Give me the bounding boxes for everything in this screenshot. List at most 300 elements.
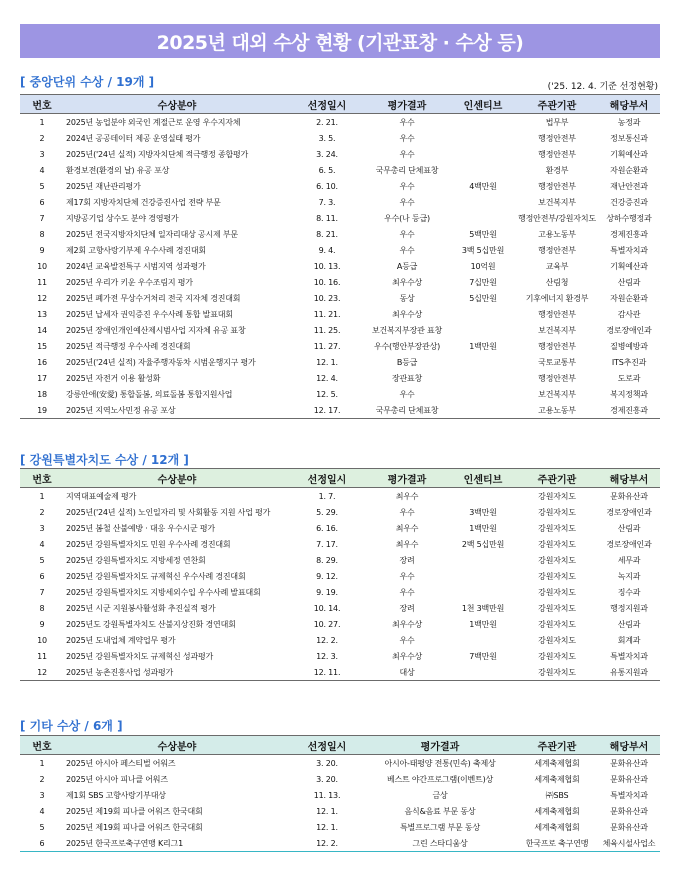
cell-date: 12. 1. xyxy=(316,357,338,367)
cell-no: 4 xyxy=(39,539,45,549)
cell-organizer: 행정안전부 xyxy=(538,181,576,191)
cell-no: 5 xyxy=(39,181,45,191)
table-row xyxy=(20,819,660,835)
table-row xyxy=(20,835,660,852)
table-row xyxy=(20,771,660,787)
cell-date: 6. 10. xyxy=(316,181,338,191)
table-row xyxy=(20,162,660,178)
cell-award-field: 2025년('24년 실적) 지방자치단체 적극행정 종합평가 xyxy=(66,149,249,159)
cell-department: 체육시설사업소 xyxy=(598,835,660,852)
cell-department: 세무과 xyxy=(617,555,641,565)
table-row xyxy=(20,178,660,194)
table-row xyxy=(20,648,660,664)
cell-date: 10. 14. xyxy=(313,603,341,613)
cell-incentive xyxy=(450,584,516,600)
cell-department: 행정지원과 xyxy=(610,603,648,613)
cell-date: 1. 7. xyxy=(318,491,336,501)
cell-organizer: 세계축제협회 xyxy=(534,806,580,816)
table-row xyxy=(20,194,660,210)
cell-no: 6 xyxy=(39,197,45,207)
cell-award-field: 2025년 강원특별자치도 규제혁신 우수사례 경진대회 xyxy=(66,571,246,581)
table-row xyxy=(20,632,660,648)
header-result: 평가결과 xyxy=(364,95,450,114)
cell-incentive: 1천 3백만원 xyxy=(461,603,505,613)
cell-no: 8 xyxy=(39,603,45,613)
cell-organizer: 강원자치도 xyxy=(538,539,576,549)
cell-organizer: 강원자치도 xyxy=(538,507,576,517)
central-awards-table xyxy=(20,94,660,419)
cell-incentive: 3백 5십만원 xyxy=(461,245,505,255)
cell-no: 9 xyxy=(39,245,45,255)
cell-department: 도로과 xyxy=(617,373,641,383)
cell-incentive: 7백만원 xyxy=(469,651,497,661)
section-title-central: [ 중앙단위 수상 / 19개 ] xyxy=(20,75,155,89)
cell-organizer: 보건복지부 xyxy=(538,325,576,335)
cell-organizer: 강원자치도 xyxy=(538,635,576,645)
cell-no: 3 xyxy=(39,149,45,159)
cell-incentive: 4백만원 xyxy=(469,181,497,191)
cell-date: 12. 1. xyxy=(316,822,338,832)
cell-organizer: 강원자치도 xyxy=(538,571,576,581)
cell-no: 2 xyxy=(39,774,45,784)
cell-result: 대상 xyxy=(364,664,450,681)
cell-no: 1 xyxy=(39,758,45,768)
cell-incentive xyxy=(450,386,516,402)
table-row xyxy=(20,290,660,306)
cell-result: 우수 xyxy=(399,635,415,645)
cell-result: 금상 xyxy=(432,790,448,800)
cell-department: 특별자치과 xyxy=(610,651,648,661)
table-row xyxy=(20,386,660,402)
header-date: 선정일시 xyxy=(290,469,364,488)
cell-date: 3. 24. xyxy=(316,149,338,159)
cell-incentive xyxy=(450,114,516,131)
cell-organizer: 세계축제협회 xyxy=(534,822,580,832)
cell-result: 최우수 xyxy=(395,523,419,533)
cell-result: 우수 xyxy=(399,245,415,255)
header-no: 번호 xyxy=(20,736,64,755)
header-date: 선정일시 xyxy=(290,736,364,755)
cell-department: 문화유산과 xyxy=(610,806,648,816)
cell-incentive xyxy=(450,370,516,386)
cell-no: 2 xyxy=(39,507,45,517)
table-header-row xyxy=(20,469,660,488)
cell-no: 5 xyxy=(39,822,45,832)
cell-award-field: 2025년 강원특별자치도 민원 우수사례 경진대회 xyxy=(66,539,231,549)
cell-award-field: 2025년('24년 실적) 노인일자리 및 사회활동 지원 사업 평가 xyxy=(66,507,271,517)
cell-no: 3 xyxy=(39,790,45,800)
cell-result: 우수 xyxy=(399,507,415,517)
cell-department: 경로장애인과 xyxy=(606,325,652,335)
cell-department: 질병예방과 xyxy=(610,341,648,351)
cell-department: 징수과 xyxy=(617,587,641,597)
cell-department: 유통지원과 xyxy=(598,664,660,681)
cell-no: 4 xyxy=(39,165,45,175)
cell-department: ITS추진과 xyxy=(611,357,647,367)
cell-result: 최우수상 xyxy=(391,309,423,319)
cell-date: 9. 12. xyxy=(316,571,338,581)
cell-date: 3. 20. xyxy=(316,774,338,784)
cell-department: 상하수행정과 xyxy=(606,213,652,223)
cell-organizer: 고용노동부 xyxy=(538,229,576,239)
cell-incentive: 7십만원 xyxy=(469,277,497,287)
cell-award-field: 제17회 지방자치단체 건강증진사업 전략 부문 xyxy=(66,197,221,207)
cell-organizer: 강원자치도 xyxy=(538,523,576,533)
header-department: 해당부서 xyxy=(598,469,660,488)
cell-no: 14 xyxy=(37,325,47,335)
cell-incentive xyxy=(450,402,516,419)
cell-no: 3 xyxy=(39,523,45,533)
cell-date: 2. 21. xyxy=(316,117,338,127)
cell-incentive: 10억원 xyxy=(470,261,496,271)
table-row xyxy=(20,568,660,584)
table-row xyxy=(20,258,660,274)
cell-award-field: 2025년 봄철 산불예방 · 대응 우수시군 평가 xyxy=(66,523,215,533)
cell-award-field: 2025년 지역노사민정 유공 포상 xyxy=(64,402,290,419)
gangwon-awards-table xyxy=(20,468,660,681)
table-row xyxy=(20,226,660,242)
cell-organizer: 행정안전부/강원자치도 xyxy=(518,213,596,223)
cell-date: 12. 2. xyxy=(316,635,338,645)
cell-department: 자원순환과 xyxy=(610,165,648,175)
cell-result: 우수 xyxy=(399,117,415,127)
cell-date: 11. 27. xyxy=(313,341,341,351)
cell-result: 보건복지부장관 표창 xyxy=(371,325,443,335)
header-department: 해당부서 xyxy=(598,736,660,755)
section-title-other: [ 기타 수상 / 6개 ] xyxy=(20,719,123,733)
cell-result: 국무총리 단체표창 xyxy=(375,165,439,175)
cell-date: 12. 3. xyxy=(316,651,338,661)
cell-no: 8 xyxy=(39,229,45,239)
header-organizer: 주관기관 xyxy=(516,736,598,755)
cell-award-field: 2025년('24년 실적) 자율주행자동차 시범운행지구 평가 xyxy=(66,357,256,367)
cell-incentive: 1백만원 xyxy=(469,341,497,351)
cell-date: 12. 1. xyxy=(316,806,338,816)
cell-organizer: ㈜SBS xyxy=(545,790,569,800)
table-row xyxy=(20,803,660,819)
cell-no: 13 xyxy=(37,309,47,319)
cell-date: 10. 23. xyxy=(313,293,341,303)
header-result: 평가결과 xyxy=(364,736,516,755)
cell-organizer: 보건복지부 xyxy=(538,197,576,207)
cell-incentive xyxy=(450,488,516,505)
cell-award-field: 2025년 강원특별자치도 지방세외수입 우수사례 발표대회 xyxy=(66,587,261,597)
cell-department: 문화유산과 xyxy=(610,774,648,784)
cell-award-field: 2025년 한국프로축구연맹 K리그1 xyxy=(64,835,290,852)
cell-date: 8. 21. xyxy=(316,229,338,239)
table-row xyxy=(20,114,660,131)
table-row xyxy=(20,370,660,386)
cell-department: 정보통신과 xyxy=(610,133,648,143)
cell-award-field: 2025년 시군 지원봉사활성화 추진실적 평가 xyxy=(66,603,216,613)
cell-no: 2 xyxy=(39,133,45,143)
cell-department: 경제진흥과 xyxy=(598,402,660,419)
cell-no: 5 xyxy=(39,555,45,565)
cell-organizer: 법무부 xyxy=(545,117,569,127)
cell-award-field: 2025년 농촌진흥사업 성과평가 xyxy=(64,664,290,681)
cell-organizer: 행정안전부 xyxy=(538,133,576,143)
cell-incentive xyxy=(450,306,516,322)
cell-incentive xyxy=(450,322,516,338)
cell-result: 동상 xyxy=(399,293,415,303)
cell-no: 10 xyxy=(37,261,47,271)
cell-result: A등급 xyxy=(396,261,418,271)
cell-organizer: 강원자치도 xyxy=(538,603,576,613)
table-row xyxy=(20,488,660,505)
cell-date: 12. 5. xyxy=(316,389,338,399)
cell-no: 1 xyxy=(39,491,45,501)
cell-no: 11 xyxy=(37,651,47,661)
cell-no: 17 xyxy=(37,373,47,383)
cell-department: 경로장애인과 xyxy=(606,539,652,549)
cell-department: 복지정책과 xyxy=(610,389,648,399)
cell-no: 7 xyxy=(39,213,45,223)
cell-date: 7. 3. xyxy=(318,197,336,207)
table-row xyxy=(20,600,660,616)
cell-award-field: 2025년 재난관리평가 xyxy=(66,181,141,191)
table-row xyxy=(20,338,660,354)
cell-organizer: 한국프로 축구연맹 xyxy=(516,835,598,852)
cell-incentive: 1백만원 xyxy=(469,619,497,629)
cell-department: 회계과 xyxy=(617,635,641,645)
cell-date: 7. 17. xyxy=(316,539,338,549)
cell-department: 기획예산과 xyxy=(610,149,648,159)
cell-incentive xyxy=(450,146,516,162)
cell-no: 15 xyxy=(37,341,47,351)
cell-department: 특별자치과 xyxy=(610,245,648,255)
cell-department: 산림과 xyxy=(617,619,641,629)
cell-award-field: 지방공기업 상수도 분야 경영평가 xyxy=(66,213,179,223)
cell-date: 11. 21. xyxy=(313,309,341,319)
cell-date: 3. 20. xyxy=(316,758,338,768)
cell-result: 최우수 xyxy=(395,491,419,501)
header-result: 평가결과 xyxy=(364,469,450,488)
table-row xyxy=(20,306,660,322)
cell-incentive xyxy=(450,552,516,568)
cell-result: 그린 스타디움상 xyxy=(364,835,516,852)
header-award-field: 수상분야 xyxy=(64,95,290,114)
cell-award-field: 2025년 아시아 피나클 어워즈 xyxy=(66,774,168,784)
cell-incentive xyxy=(450,568,516,584)
cell-result: 우수 xyxy=(399,389,415,399)
cell-result: 장려 xyxy=(399,603,415,613)
header-award-field: 수상분야 xyxy=(64,469,290,488)
cell-award-field: 2025년도 강원특별자치도 산불지상진화 경연대회 xyxy=(66,619,236,629)
cell-no: 18 xyxy=(37,389,47,399)
cell-incentive xyxy=(450,194,516,210)
cell-award-field: 2025년 전국지방자치단체 일자리대상 공시제 부문 xyxy=(66,229,238,239)
cell-department: 경제진흥과 xyxy=(610,229,648,239)
cell-result: 최우수상 xyxy=(391,651,423,661)
reference-date-note: ('25. 12. 4. 기준 선정현황) xyxy=(547,82,658,92)
cell-date: 8. 29. xyxy=(316,555,338,565)
header-department: 해당부서 xyxy=(598,95,660,114)
cell-department: 산림과 xyxy=(617,523,641,533)
header-award-field: 수상분야 xyxy=(64,736,290,755)
cell-no: 12 xyxy=(37,293,47,303)
table-row xyxy=(20,504,660,520)
cell-incentive: 5백만원 xyxy=(469,229,497,239)
cell-result: 아시아-태평양 전통(민속) 축제상 xyxy=(384,758,496,768)
cell-organizer: 행정안전부 xyxy=(538,309,576,319)
cell-incentive: 5십만원 xyxy=(469,293,497,303)
cell-organizer: 강원자치도 xyxy=(538,619,576,629)
cell-organizer: 강원자치도 xyxy=(538,555,576,565)
cell-award-field: 2025년 강원특별자치도 지방세정 연찬회 xyxy=(66,555,206,565)
cell-result: 장관표창 xyxy=(391,373,423,383)
cell-incentive: 3백만원 xyxy=(469,507,497,517)
cell-department: 경로장애인과 xyxy=(606,507,652,517)
cell-date: 11. 13. xyxy=(313,790,341,800)
cell-department: 자원순환과 xyxy=(610,293,648,303)
cell-award-field: 2025년 도내업체 계약업무 평가 xyxy=(66,635,176,645)
cell-date: 6. 16. xyxy=(316,523,338,533)
cell-no: 9 xyxy=(39,619,45,629)
section-title-gangwon: [ 강원특별자치도 수상 / 12개 ] xyxy=(20,453,189,467)
cell-result: B등급 xyxy=(396,357,418,367)
cell-organizer: 세계축제협회 xyxy=(534,774,580,784)
table-row xyxy=(20,210,660,226)
table-row xyxy=(20,536,660,552)
cell-organizer: 교육부 xyxy=(545,261,569,271)
cell-organizer: 강원자치도 xyxy=(538,587,576,597)
cell-award-field: 2025년 강원특별자치도 규제혁신 성과평가 xyxy=(66,651,214,661)
cell-award-field: 2025년 장애인개인예산제시범사업 지자체 유공 표창 xyxy=(66,325,246,335)
cell-result: 우수(행안부장관상) xyxy=(373,341,441,351)
cell-department: 문화유산과 xyxy=(610,491,648,501)
cell-result: 우수 xyxy=(399,571,415,581)
cell-organizer: 행정안전부 xyxy=(538,341,576,351)
cell-award-field: 2025년 농업분야 외국인 계절근로 운영 우수지자체 xyxy=(66,117,241,127)
cell-award-field: 제2회 고향사랑기부제 우수사례 경진대회 xyxy=(66,245,206,255)
other-awards-table xyxy=(20,735,660,852)
cell-department: 녹지과 xyxy=(617,571,641,581)
cell-result: 장려 xyxy=(399,555,415,565)
cell-organizer: 강원자치도 xyxy=(538,491,576,501)
cell-award-field: 환경보전(환경의 날) 유공 포상 xyxy=(66,165,170,175)
cell-incentive xyxy=(450,664,516,681)
cell-organizer: 강원자치도 xyxy=(538,651,576,661)
cell-department: 산림과 xyxy=(617,277,641,287)
table-row xyxy=(20,616,660,632)
cell-award-field: 2025년 폐가전 무상수거처리 전국 지자체 경진대회 xyxy=(66,293,241,303)
cell-no: 1 xyxy=(39,117,45,127)
header-no: 번호 xyxy=(20,469,64,488)
cell-date: 12. 4. xyxy=(316,373,338,383)
cell-date: 8. 11. xyxy=(316,213,338,223)
table-row xyxy=(20,130,660,146)
cell-result: 베스트 야간프로그램(이벤트)상 xyxy=(386,774,494,784)
cell-result: 특별프로그램 부문 동상 xyxy=(400,822,480,832)
cell-organizer: 국토교통부 xyxy=(538,357,576,367)
cell-result: 우수 xyxy=(399,133,415,143)
cell-date: 11. 25. xyxy=(313,325,341,335)
cell-result: 우수 xyxy=(399,197,415,207)
header-organizer: 주관기관 xyxy=(516,469,598,488)
cell-award-field: 지역대표예술제 평가 xyxy=(66,491,137,501)
header-date: 선정일시 xyxy=(290,95,364,114)
table-header-row xyxy=(20,736,660,755)
cell-incentive: 2백 5십만원 xyxy=(461,539,505,549)
cell-organizer: 행정안전부 xyxy=(538,373,576,383)
cell-date: 12. 2. xyxy=(290,835,364,852)
cell-incentive xyxy=(450,354,516,370)
cell-award-field: 제1회 SBS 고향사랑기부대상 xyxy=(66,790,166,800)
cell-award-field: 2025년 납세자 권익증진 우수사례 통합 발표대회 xyxy=(66,309,233,319)
cell-department: 문화유산과 xyxy=(610,758,648,768)
cell-organizer: 세계축제협회 xyxy=(534,758,580,768)
cell-organizer: 행정안전부 xyxy=(538,245,576,255)
cell-no: 11 xyxy=(37,277,47,287)
cell-department: 특별자치과 xyxy=(610,790,648,800)
cell-result: 우수 xyxy=(399,149,415,159)
table-header-row xyxy=(20,95,660,114)
cell-date: 12. 11. xyxy=(290,664,364,681)
header-incentive: 인센티브 xyxy=(450,95,516,114)
table-row xyxy=(20,146,660,162)
cell-department: 건강증진과 xyxy=(610,197,648,207)
cell-award-field: 2025년 자전거 이용 활성화 xyxy=(66,373,161,383)
table-row xyxy=(20,242,660,258)
cell-award-field: 2025년 우리가 키운 우수조림지 평가 xyxy=(66,277,193,287)
cell-organizer: 강원자치도 xyxy=(516,664,598,681)
cell-award-field: 2024년 교육발전특구 시범지역 성과평가 xyxy=(66,261,206,271)
cell-award-field: 2025년 제19회 피나클 어워즈 한국대회 xyxy=(66,806,203,816)
table-row xyxy=(20,354,660,370)
cell-incentive xyxy=(450,162,516,178)
cell-incentive xyxy=(450,632,516,648)
cell-date: 3. 5. xyxy=(318,133,336,143)
table-row xyxy=(20,755,660,772)
cell-award-field: 2025년 적극행정 우수사례 경진대회 xyxy=(66,341,191,351)
cell-no: 19 xyxy=(20,402,64,419)
cell-organizer: 기후에너지 환경부 xyxy=(525,293,589,303)
cell-department: 농정과 xyxy=(617,117,641,127)
cell-incentive: 1백만원 xyxy=(469,523,497,533)
cell-department: 감사관 xyxy=(617,309,641,319)
cell-department: 재난안전과 xyxy=(610,181,648,191)
header-incentive: 인센티브 xyxy=(450,469,516,488)
table-row xyxy=(20,402,660,419)
cell-result: 우수 xyxy=(399,587,415,597)
cell-incentive xyxy=(450,210,516,226)
cell-result: 최우수 xyxy=(395,539,419,549)
cell-no: 12 xyxy=(20,664,64,681)
cell-date: 9. 19. xyxy=(316,587,338,597)
table-row xyxy=(20,552,660,568)
cell-no: 6 xyxy=(20,835,64,852)
cell-no: 10 xyxy=(37,635,47,645)
cell-no: 6 xyxy=(39,571,45,581)
page-title: 2025년 대외 수상 현황 (기관표창 · 수상 등) xyxy=(20,24,660,58)
cell-department: 기획예산과 xyxy=(610,261,648,271)
cell-date: 6. 5. xyxy=(318,165,336,175)
cell-result: 우수(나 등급) xyxy=(384,213,430,223)
cell-result: 최우수상 xyxy=(391,277,423,287)
cell-result: 우수 xyxy=(399,181,415,191)
cell-award-field: 강릉안애(安愛) 통합돌봄, 의료돌봄 통합지원사업 xyxy=(66,389,233,399)
table-row xyxy=(20,274,660,290)
cell-award-field: 2024년 공공데이터 제공 운영실태 평가 xyxy=(66,133,201,143)
cell-result: 우수 xyxy=(399,229,415,239)
table-row xyxy=(20,787,660,803)
cell-incentive xyxy=(450,130,516,146)
cell-organizer: 행정안전부 xyxy=(538,149,576,159)
cell-award-field: 2025년 아시아 페스티벌 어워즈 xyxy=(66,758,176,768)
cell-date: 10. 16. xyxy=(313,277,341,287)
cell-department: 문화유산과 xyxy=(610,822,648,832)
cell-date: 5. 29. xyxy=(316,507,338,517)
